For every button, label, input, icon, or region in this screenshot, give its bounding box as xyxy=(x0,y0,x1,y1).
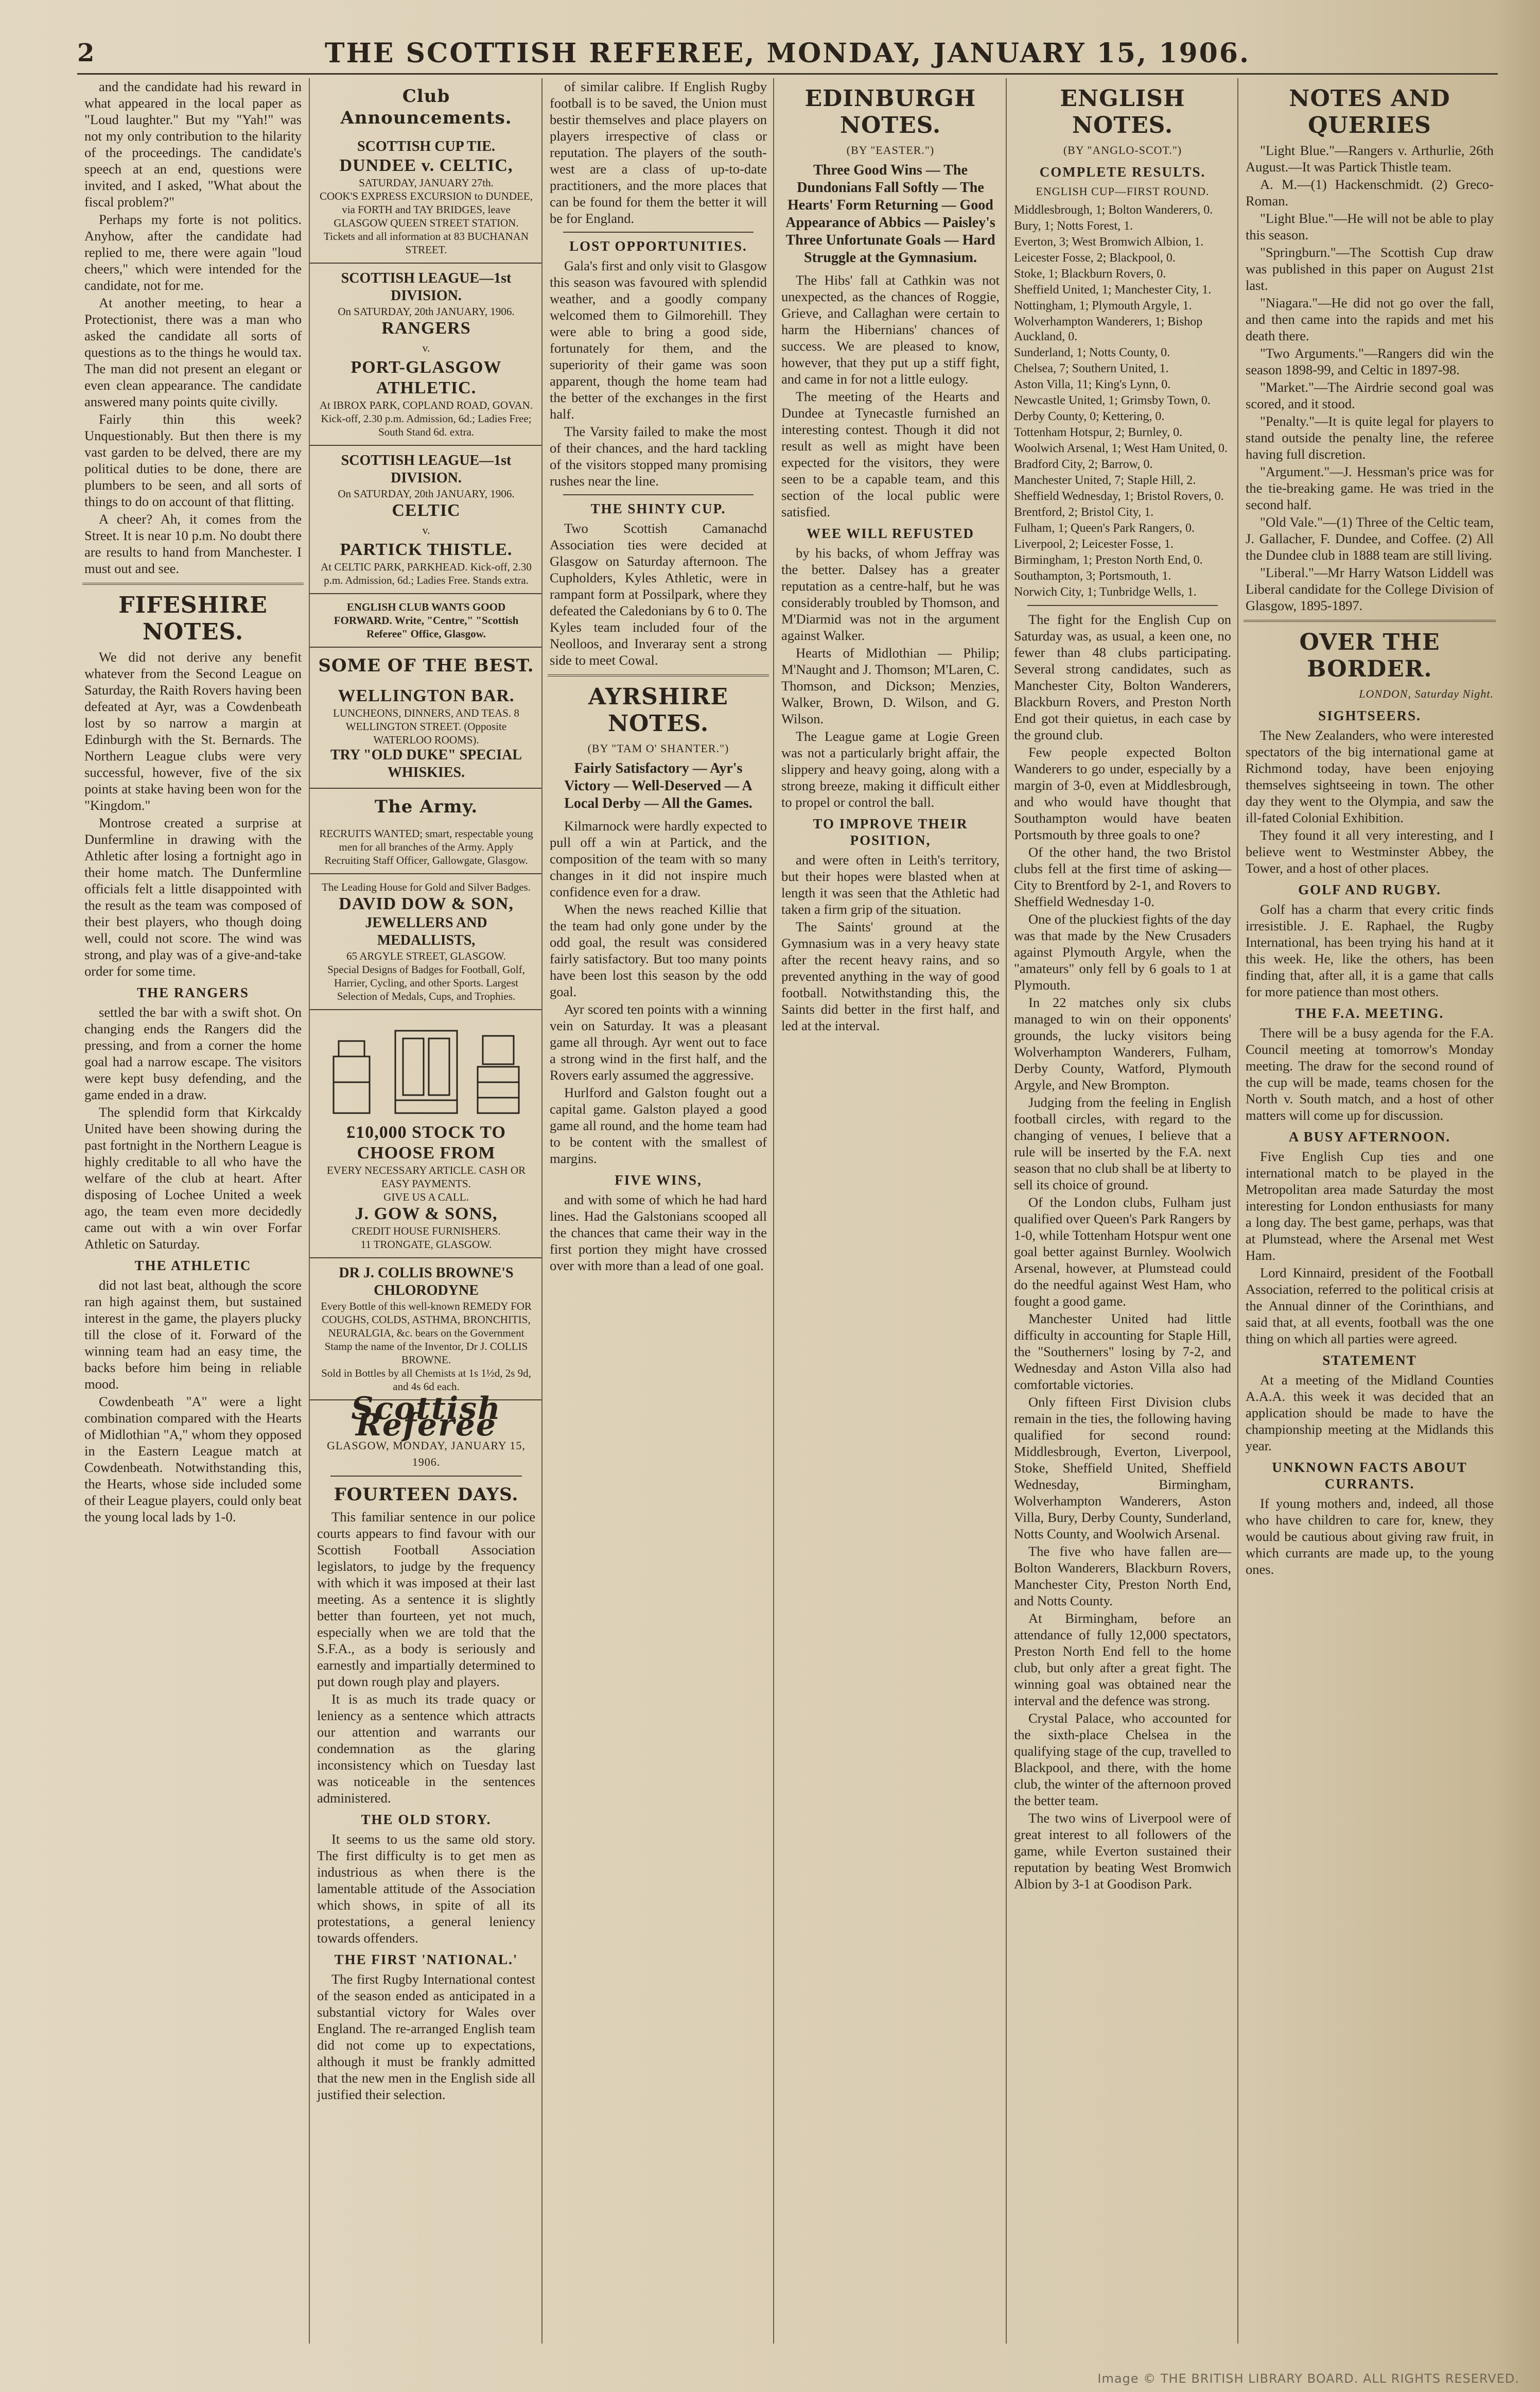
complete-results-heading: COMPLETE RESULTS. xyxy=(1039,164,1206,180)
paragraph: Judging from the feeling in English football circles, with regard to the changing of venues, I believe that a rule will be inserted by the F.A. next season that no club shall be at liberty to sell its choice of ground. xyxy=(1014,1095,1231,1192)
improve-position-subheading: TO IMPROVE THEIR POSITION, xyxy=(813,816,968,848)
result-line: Sheffield Wednesday, 1; Bristol Rovers, 0. xyxy=(1014,490,1224,503)
result-line: Bury, 1; Notts Forest, 1. xyxy=(1014,219,1133,233)
column-1 xyxy=(77,78,309,2344)
paragraph: The Hibs' fall at Cathkin was not unexpected, as the chances of Roggie, Grieve, and Callaghan were certain to harm the Hibernians' chances of success. We are pleased to know, however, that they put up a stiff fight, and came in for not a little eulogy. xyxy=(781,272,1000,387)
edinburgh-body-1 xyxy=(774,272,1007,520)
fa-meeting-body xyxy=(1238,1025,1501,1123)
paragraph: settled the bar with a swift shot. On changing ends the Rangers did the pressing, and from a corner the home goal had a narrow escape. The visitors were kept busy defending, and the game ended in a draw. xyxy=(84,1004,302,1102)
paragraph: "Argument."—J. Hessman's price was for the tie-breaking game. He was tried in the second half. xyxy=(1246,464,1494,512)
statement-subheading: STATEMENT xyxy=(1322,1353,1417,1368)
sightseers-subheading: SIGHTSEERS. xyxy=(1318,708,1421,723)
result-line: Southampton, 3; Portsmouth, 1. xyxy=(1014,569,1171,583)
edinburgh-byline: (BY "EASTER.") xyxy=(846,144,935,157)
paragraph: did not last beat, although the score ran high against them, but sustained interest in the game, the players plucky till the close of it. Forward of the winning team had an easy time, the backs before him being in reliable mood. xyxy=(84,1277,302,1392)
paragraph: Crystal Palace, who accounted for the sixth-place Chelsea in the qualifying stage of the cup, travelled to Blackpool, and there, with the home club, the winter of the afternoon proved the better team. xyxy=(1014,1710,1231,1808)
paragraph: Of the other hand, the two Bristol clubs fell at the first time of asking—City to Brentford by 2-1, and Rovers to Sheffield Wednesday 1-0. xyxy=(1014,844,1231,909)
paragraph: There will be a busy agenda for the F.A. Council meeting at tomorrow's Monday meeting. The draw for the second round of the cup will be made, teams chosen for the North v. South match, and a host of other matters will come up for discussion. xyxy=(1246,1025,1494,1123)
result-line: Chelsea, 7; Southern United, 1. xyxy=(1014,362,1169,375)
result-line: Sunderland, 1; Notts County, 0. xyxy=(1014,346,1170,359)
editorial-dateline: GLASGOW, MONDAY, JANUARY 15, 1906. xyxy=(327,1439,526,1468)
lost-opportunities-body xyxy=(542,257,774,489)
paragraph: A. M.—(1) Hackenschmidt. (2) Greco-Roman. xyxy=(1246,177,1494,209)
athletic-body xyxy=(77,1277,309,1525)
paragraph: In 22 matches only six clubs managed to win on their opponents' grounds, the lucky visitors being Wolverhampton Wanderers, Fulham, Derby County, Watford, Plymouth Argyle, and New Brompton. xyxy=(1014,995,1231,1093)
shinty-cup-heading: THE SHINTY CUP. xyxy=(590,501,726,516)
intro-article xyxy=(77,78,309,577)
paragraph: Golf has a charm that every critic finds irresistible. J. E. Raphael, the Rugby International, has been trying his hand at it this week. He, like the others, has been finding that, after all, it is a game that calls for more patience than most others. xyxy=(1246,902,1494,999)
ayrshire-byline: (BY "TAM O' SHANTER.") xyxy=(587,742,729,755)
over-the-border-dateline: LONDON, Saturday Night. xyxy=(1359,687,1494,700)
result-line: Sheffield United, 1; Manchester City, 1. xyxy=(1014,283,1212,297)
paragraph: Manchester United had little difficulty in accounting for Staple Hill, the "Southerners" losing by 7-2, and Wednesday and Aston Villa also had comfortable victories. xyxy=(1014,1311,1231,1392)
ad-dundee-celtic: SCOTTISH CUP TIE. DUNDEE v. CELTIC, SATURDAY, JANUARY 27th. COOK'S EXPRESS EXCURSION to DUNDEE, via FORTH and TAY BRIDGES, leave GLASGOW QUEEN STREET STATION. Tickets and all information at 83 BUCHANAN STREET. xyxy=(310,132,542,264)
paragraph: and with some of which he had hard lines. Had the Galstonians scooped all the chances that came their way in the first portion they might have crossed over with more than a lead of one goal. xyxy=(550,1192,767,1273)
rugby-intro xyxy=(542,78,774,227)
walker-subheading: WEE WILL REFUSTED xyxy=(806,526,975,541)
paragraph: Of the London clubs, Fulham just qualified over Queen's Park Rangers by 1-0, while Tottenham Hotspur went one goal better against Burnley. Woolwich Arsenal, however, at Plumstead could do the needful against West Ham, who fought a good game. xyxy=(1014,1194,1231,1309)
page-number: 2 xyxy=(77,39,95,67)
fifeshire-notes-heading: FIFESHIRE NOTES. xyxy=(118,592,268,645)
cup-results-list xyxy=(1007,203,1238,600)
ad-english-club-wanted: ENGLISH CLUB WANTS GOOD FORWARD. Write, "Centre," "Scottish Referee" Office, Glasgow. xyxy=(310,594,542,648)
result-line: Nottingham, 1; Plymouth Argyle, 1. xyxy=(1014,299,1192,313)
paragraph: "Springburn."—The Scottish Cup draw was published in this paper on August 21st last. xyxy=(1246,245,1494,293)
statement-body xyxy=(1238,1372,1501,1454)
result-line: Birmingham, 1; Preston North End, 0. xyxy=(1014,553,1203,567)
result-line: Leicester Fosse, 2; Blackpool, 0. xyxy=(1014,251,1176,265)
paragraph: One of the pluckiest fights of the day was that made by the New Crusaders against Plymouth Argyle, when the "amateurs" only fell by 6 goals to 1 at Plymouth. xyxy=(1014,911,1231,993)
busy-afternoon-subheading: A BUSY AFTERNOON. xyxy=(1288,1129,1451,1145)
paragraph: Five English Cup ties and one international match to be played in the Metropolitan area made Saturday the most interesting for London enthusiasts for many a long day. The best game, perhaps, was that at Plumstead, where the Arsenal met West Ham. xyxy=(1246,1149,1494,1263)
paragraph: "Old Vale."—(1) Three of the Celtic team, J. Gallacher, F. Dundee, and Coffee. (2) All the Dundee club in 1888 team are still living. xyxy=(1246,514,1494,563)
ad-collis-browne: DR J. COLLIS BROWNE'S CHLORODYNE Every Bottle of this well-known REMEDY FOR COUGHS, COLDS, ASTHMA, BRONCHITIS, NEURALGIA, &c. bears on the Government Stamp the name of the Inventor, Dr J. COLLIS BROWNE. Sold in Bottles by all Chemists at 1s 1½d, 2s 9d, and 4s 6d each. xyxy=(310,1258,542,1400)
sightseers-body xyxy=(1238,727,1501,876)
paragraph: We did not derive any benefit whatever from the Second League on Saturday, the Raith Rovers having been defeated at Ayr, was a Cowdenbeath lost by so narrow a margin at Edinburgh with the St. Bernards. The Northern League clubs were very successful, however, five of the six points at stake having been won for the "Kingdom." xyxy=(84,649,302,813)
paragraph: Montrose created a surprise at Dunfermline in drawing with the Athletic after losing a fortnight ago in their home match. The Dunfermline officials felt a little disappointed with the result as the team was composed of their best players, who though doing well, could not score. The wind was strong, and play was of a give-and-take order for some time. xyxy=(84,815,302,979)
first-national-heading: THE FIRST 'NATIONAL.' xyxy=(334,1952,518,1967)
paragraph: Cowdenbeath "A" were a light combination compared with the Hearts of Midlothian "A," whom they opposed in the Eastern League match at Cowdenbeath. Notwithstanding this, the Hearts, whose side included some of their League players, could only beat the young local lads by 1-0. xyxy=(84,1394,302,1524)
result-line: Everton, 3; West Bromwich Albion, 1. xyxy=(1014,235,1204,249)
ad-furniture: £10,000 STOCK TO CHOOSE FROM EVERY NECESSARY ARTICLE. CASH OR EASY PAYMENTS. GIVE US A CALL. J. GOW & SONS, CREDIT HOUSE FURNISHERS. 11 TRONGATE, GLASGOW. xyxy=(310,1010,542,1258)
page-masthead xyxy=(77,33,1498,75)
ayrshire-deck: Fairly Satisfactory — Ayr's Victory — Well-Deserved — A Local Derby — All the Games. xyxy=(564,760,752,811)
paragraph: Only fifteen First Division clubs remain in the ties, the following having qualified for second round: Middlesbrough, Everton, Liverpool, Stoke, Sheffield United, Sheffield Wednesday, Birmingham, Wolverhampton Wanderers, Aston Villa, Bury, Derby County, Sunderland, Notts County, and Woolwich Arsenal. xyxy=(1014,1394,1231,1541)
paragraph: by his backs, of whom Jeffray was the better. Dalsey has a greater reputation as a centre-half, but he was considerably troubled by Thomson, and M'Diarmid was not in the argument against Walker. xyxy=(781,545,1000,643)
paragraph: If young mothers and, indeed, all those who have children to care for, knew, they would be cautious about giving raw fruit, in which currants are made up, to the young ones. xyxy=(1246,1496,1494,1577)
image-credit: Image © THE BRITISH LIBRARY BOARD. ALL RIGHTS RESERVED. xyxy=(1097,2371,1519,2386)
unknown-facts-subheading: UNKNOWN FACTS ABOUT CURRANTS. xyxy=(1272,1460,1467,1492)
paragraph: The first Rugby International contest of the season ended as anticipated in a substantial victory for Wales over England. The re-arranged English team did not come up to expectations, although it must be frankly admitted that the new men in the English side all justified their selection. xyxy=(317,1971,535,2102)
first-national-body xyxy=(310,1971,542,2103)
paragraph: and were often in Leith's territory, but their hopes were blasted when at length it was seen that the Athletic had taken a firm grip of the situation. xyxy=(781,852,1000,917)
result-line: Middlesbrough, 1; Bolton Wanderers, 0. xyxy=(1014,203,1213,217)
result-line: Fulham, 1; Queen's Park Rangers, 0. xyxy=(1014,522,1195,535)
result-line: Woolwich Arsenal, 1; West Ham United, 0. xyxy=(1014,442,1228,455)
some-of-the-best-heading: SOME OF THE BEST. xyxy=(318,655,534,676)
ad-david-dow: The Leading House for Gold and Silver Badges. DAVID DOW & SON, JEWELLERS AND MEDALLISTS, 65 ARGYLE STREET, GLASGOW. Special Designs of Badges for Football, Golf, Harrier, Cycling, and other Sports. Largest Selection of Medals, Cups, and Trophies. xyxy=(310,874,542,1010)
newspaper-title: THE SCOTTISH REFEREE, MONDAY, JANUARY 15, 1906. xyxy=(324,37,1251,69)
paragraph: and the candidate had his reward in what appeared in the local paper as "Loud laughter." But my "Yah!" was not my only contribution to the hilarity of the proceedings. The candidate's speech at an end, questions were invited, and I asked, "What about the fiscal problem?" xyxy=(84,79,302,210)
ayrshire-body xyxy=(542,818,774,1167)
scottish-referee-nameplate: Scottish Referee xyxy=(351,1391,501,1443)
rangers-body xyxy=(77,1004,309,1252)
ad-celtic-partick: SCOTTISH LEAGUE—1st DIVISION. On SATURDAY, 20th JANUARY, 1906. CELTIC v. PARTICK THISTLE. At CELTIC PARK, PARKHEAD. Kick-off, 2.30 p.m. Admission, 6d.; Ladies Free. Stands extra. xyxy=(310,446,542,594)
busy-afternoon-body xyxy=(1238,1148,1501,1347)
result-line: Newcastle United, 1; Grimsby Town, 0. xyxy=(1014,394,1211,407)
paragraph: The Saints' ground at the Gymnasium was in a very heavy state after the recent heavy rains, and so prevented anything in the way of good football. Notwithstanding this, the Saints did better in the first half, and led at the interval. xyxy=(781,919,1000,1033)
paragraph: Ayr scored ten points with a winning vein on Saturday. It was a pleasant game all through. Ayr went out to face a strong wind in the first half, and the Rovers early assumed the aggressive. xyxy=(550,1001,767,1083)
golf-rugby-subheading: GOLF AND RUGBY. xyxy=(1298,882,1441,897)
army-heading: The Army. xyxy=(374,796,478,817)
edinburgh-body-4 xyxy=(774,852,1007,917)
paragraph: Lord Kinnaird, president of the Football Association, referred to the political crisis at the Annual dinner of the Corinthians, and said that, at all events, football was the one thing on which all parties were agreed. xyxy=(1246,1265,1494,1346)
club-announcements-heading: Club Announcements. xyxy=(340,86,512,128)
paragraph: "Two Arguments."—Rangers did win the season 1898-99, and Celtic in 1897-98. xyxy=(1246,345,1494,377)
fa-meeting-subheading: THE F.A. MEETING. xyxy=(1295,1006,1444,1021)
golf-rugby-body xyxy=(1238,901,1501,1000)
english-byline: (BY "ANGLO-SCOT.") xyxy=(1063,144,1182,157)
paragraph: At another meeting, to hear a Protectionist, there was a man who asked the candidate all sorts of questions as to the things he would tax. The man did not present an elegant or even clean appearance. The candidate answered many points quite civilly. xyxy=(84,295,302,409)
notes-and-queries-list xyxy=(1238,142,1501,614)
column-2 xyxy=(309,78,542,2344)
paragraph: They found it all very interesting, and I believe went to Westminster Abbey, the Tower, and a host of other places. xyxy=(1246,827,1494,876)
paragraph: "Light Blue."—Rangers v. Arthurlie, 26th August.—It was Partick Thistle team. xyxy=(1246,143,1494,175)
ayrshire-notes-heading: AYRSHIRE NOTES. xyxy=(588,684,728,737)
result-line: Manchester United, 7; Staple Hill, 2. xyxy=(1014,474,1196,487)
five-wins-subheading: FIVE WINS, xyxy=(615,1172,702,1188)
result-line: Derby County, 0; Kettering, 0. xyxy=(1014,410,1165,423)
paragraph: Perhaps my forte is not politics. Anyhow, after the candidate had replied to me, there were again "loud cheers," which were intended for the candidate, not for me. xyxy=(84,212,302,293)
ad-wellington-bar: WELLINGTON BAR. LUNCHEONS, DINNERS, AND TEAS. 8 WELLINGTON STREET. (Opposite WATERLOO ROOMS). TRY "OLD DUKE" SPECIAL WHISKIES. xyxy=(310,680,542,789)
paragraph: "Niagara."—He did not go over the fall, and then came into the rapids and met his death there. xyxy=(1246,295,1494,343)
result-line: Stoke, 1; Blackburn Rovers, 0. xyxy=(1014,267,1166,281)
lost-opportunities-heading: LOST OPPORTUNITIES. xyxy=(569,238,747,254)
paragraph: The League game at Logie Green was not a particularly bright affair, the slippery and heavy going, along with a strong breeze, making it difficult either to propel or control the ball. xyxy=(781,729,1000,810)
old-story-heading: THE OLD STORY. xyxy=(361,1812,492,1827)
paragraph: Gala's first and only visit to Glasgow this season was favoured with splendid weather, and a goodly company welcomed them to Gilmorehill. They were able to bring a good side, fortunately for them, and the superiority of their game was soon apparent, though the home team had the better of the exchanges in the first half. xyxy=(550,258,767,422)
result-line: Liverpool, 2; Leicester Fosse, 1. xyxy=(1014,538,1174,551)
paragraph: "Light Blue."—He will not be able to play this season. xyxy=(1246,211,1494,242)
edinburgh-notes-heading: EDINBURGH NOTES. xyxy=(804,85,976,138)
result-line: Bradford City, 2; Barrow, 0. xyxy=(1014,458,1153,471)
column-5 xyxy=(1006,78,1238,2344)
athletic-subheading: THE ATHLETIC xyxy=(134,1258,252,1273)
five-wins-body xyxy=(542,1191,774,1274)
paragraph: At a meeting of the Midland Counties A.A.A. this week it was decided that an application should be made to have the championship meeting at the Midlands this year. xyxy=(1246,1372,1494,1453)
ad-army-recruits: RECRUITS WANTED; smart, respectable young men for all branches of the Army. Apply Recruiting Staff Officer, Gallowgate, Glasgow. xyxy=(310,821,542,874)
over-the-border-heading: OVER THE BORDER. xyxy=(1299,629,1440,682)
paragraph: It is as much its trade quacy or leniency as a sentence which attracts our attention and warrants our condemnation as the glaring inconsistency which on Tuesday last was noticeable in the sentences administered. xyxy=(317,1691,535,1806)
paragraph: A cheer? Ah, it comes from the Street. It is near 10 p.m. No doubt there are results to hand from Manchester. I must out and see. xyxy=(84,511,302,576)
rangers-subheading: THE RANGERS xyxy=(137,985,249,1000)
paragraph: Kilmarnock were hardly expected to pull off a win at Partick, and the composition of the team with so many changes in it did not inspire much confidence even for a draw. xyxy=(550,818,767,899)
paragraph: The New Zealanders, who were interested spectators of the big international game at Richmond today, have been enjoying themselves sightseeing in town. The other day they went to the Olympia, and saw the ill-fated Colonial Exhibition. xyxy=(1246,727,1494,825)
furniture-illustration xyxy=(323,1020,529,1118)
notes-and-queries-heading: NOTES AND QUERIES xyxy=(1289,85,1450,138)
paragraph: "Penalty."—It is quite legal for players to stand outside the penalty line, the referee having full discretion. xyxy=(1246,413,1494,462)
paragraph: The Varsity failed to make the most of their chances, and the hard tackling of the visitors stopped many promising rushes near the line. xyxy=(550,424,767,489)
result-line: Aston Villa, 11; King's Lynn, 0. xyxy=(1014,378,1171,391)
english-notes-heading: ENGLISH NOTES. xyxy=(1060,85,1185,138)
edinburgh-body-3 xyxy=(774,728,1007,810)
paragraph: "Market."—The Airdrie second goal was scored, and it stood. xyxy=(1246,379,1494,411)
column-6 xyxy=(1237,78,1501,2344)
paragraph: The two wins of Liverpool were of great interest to all followers of the game, while Everton sustained their reputation by beating West Bromwich Albion by 3-1 at Goodison Park. xyxy=(1014,1810,1231,1892)
old-story-body xyxy=(310,1831,542,1946)
paragraph: At Birmingham, before an attendance of fully 12,000 spectators, Preston North End fell to the home club, but only after a great fight. The winning goal was obtained near the interval and the defence was strong. xyxy=(1014,1610,1231,1708)
english-notes-body xyxy=(1007,611,1238,1892)
result-line: Norwich City, 1; Tunbridge Wells, 1. xyxy=(1014,585,1197,599)
paragraph: Fairly thin this week? Unquestionably. But then there is my vast garden to be delved, there are my political duties to be done, there are plumbers to be seen, and all sorts of things to do on account of that flitting. xyxy=(84,411,302,509)
result-line: Wolverhampton Wanderers, 1; Bishop Auckland, 0. xyxy=(1014,315,1203,343)
paragraph: "Liberal."—Mr Harry Watson Liddell was Liberal candidate for the College Division of Glasgow, 1895-1897. xyxy=(1246,565,1494,613)
result-line: Tottenham Hotspur, 2; Burnley, 0. xyxy=(1014,426,1183,439)
fifeshire-notes-body xyxy=(77,649,309,979)
english-cup-first-round: ENGLISH CUP—FIRST ROUND. xyxy=(1036,185,1210,198)
ad-rangers-port-glasgow: SCOTTISH LEAGUE—1st DIVISION. On SATURDAY, 20th JANUARY, 1906. RANGERS v. PORT-GLASGOW ATHLETIC. At IBROX PARK, COPLAND ROAD, GOVAN. Kick-off, 2.30 p.m. Admission, 6d.; Ladies Free; South Stand 6d. extra. xyxy=(310,264,542,446)
paragraph: When the news reached Killie that the team had only gone under by the odd goal, the result was considered fairly satisfactory. But too many points have been lost this season by the odd goal. xyxy=(550,902,767,999)
paragraph: Few people expected Bolton Wanderers to go under, especially by a margin of 3-0, even at Middlesbrough, and who would have thought that Southampton would have beaten Portsmouth by three goals to one? xyxy=(1014,744,1231,842)
paragraph: The splendid form that Kirkcaldy United have been showing during the past fortnight in the Northern League is highly creditable to all who have the welfare of the club at heart. After disposing of Lochee United a week ago, the team even more decidedly came out with a win over Forfar Athletic on Saturday. xyxy=(84,1104,302,1252)
fourteen-days-heading: FOURTEEN DAYS. xyxy=(334,1484,519,1505)
paragraph: Hearts of Midlothian — Philip; M'Naught and J. Thomson; M'Laren, C. Thomson, and Dickson; Menzies, Walker, Brown, D. Wilson, and G. Wilson. xyxy=(781,645,1000,726)
column-4 xyxy=(773,78,1007,2344)
paragraph: The five who have fallen are—Bolton Wanderers, Blackburn Rovers, Manchester City, Preston North End, and Notts County. xyxy=(1014,1544,1231,1608)
edinburgh-body-2 xyxy=(774,545,1007,727)
unknown-facts-body xyxy=(1238,1495,1501,1578)
paragraph: It seems to us the same old story. The first difficulty is to get men as industrious as when there is the lamentable attitude of the Association which shows, in spite of all its protestations, a general leniency towards offenders. xyxy=(317,1831,535,1946)
paragraph: Hurlford and Galston fought out a capital game. Galston played a good game all round, and the home team had to be content with the smallest of margins. xyxy=(550,1085,767,1166)
shinty-cup-body xyxy=(542,520,774,668)
edinburgh-saints-body xyxy=(774,918,1007,1034)
column-3 xyxy=(541,78,774,2344)
fourteen-days-body xyxy=(310,1509,542,1806)
edinburgh-deck: Three Good Wins — The Dundonians Fall Softly — The Hearts' Form Returning — Good Appearance of Abbics — Paisley's Three Unfortunate Goals — Hard Struggle at the Gymnasium. xyxy=(785,162,995,266)
paragraph: Two Scottish Camanachd Association ties were decided at Glasgow on Saturday afternoon. The Cupholders, Kyles Athletic, were in rampant form at Possilpark, where they defeated the Caledonians by 6 to 0. The Kyles team included four of the Neolloos, and Inveraray sent a strong side to meet Cowal. xyxy=(550,521,767,668)
paragraph: This familiar sentence in our police courts appears to find favour with our Scottish Football Association legislators, to judge by the frequency with which it was imposed at their last meeting. As a sentence it is slightly better than fourteen, yet not much, especially when we are told that the S.F.A., as a body is seriously and earnestly and impartially determined to put down rough play and players. xyxy=(317,1509,535,1689)
paragraph: The fight for the English Cup on Saturday was, as usual, a keen one, no fewer than 48 clubs participating. Several strong candidates, such as Manchester City, Bolton Wanderers, Blackburn Rovers, and Preston North End got their quietus, in each case by the ground club. xyxy=(1014,612,1231,742)
result-line: Brentford, 2; Bristol City, 1. xyxy=(1014,506,1154,519)
paragraph: of similar calibre. If English Rugby football is to be saved, the Union must bestir themselves and place players on players irrespective of class or reputation. The players of the south-west are a class of up-to-date practitioners, and the more places that can be found for them the better it will be for England. xyxy=(550,79,767,226)
paragraph: The meeting of the Hearts and Dundee at Tynecastle furnished an interesting contest. Though it did not result as well as might have been expected for the visitors, they were seen to be a capable team, and this section of the local public were satisfied. xyxy=(781,389,1000,519)
